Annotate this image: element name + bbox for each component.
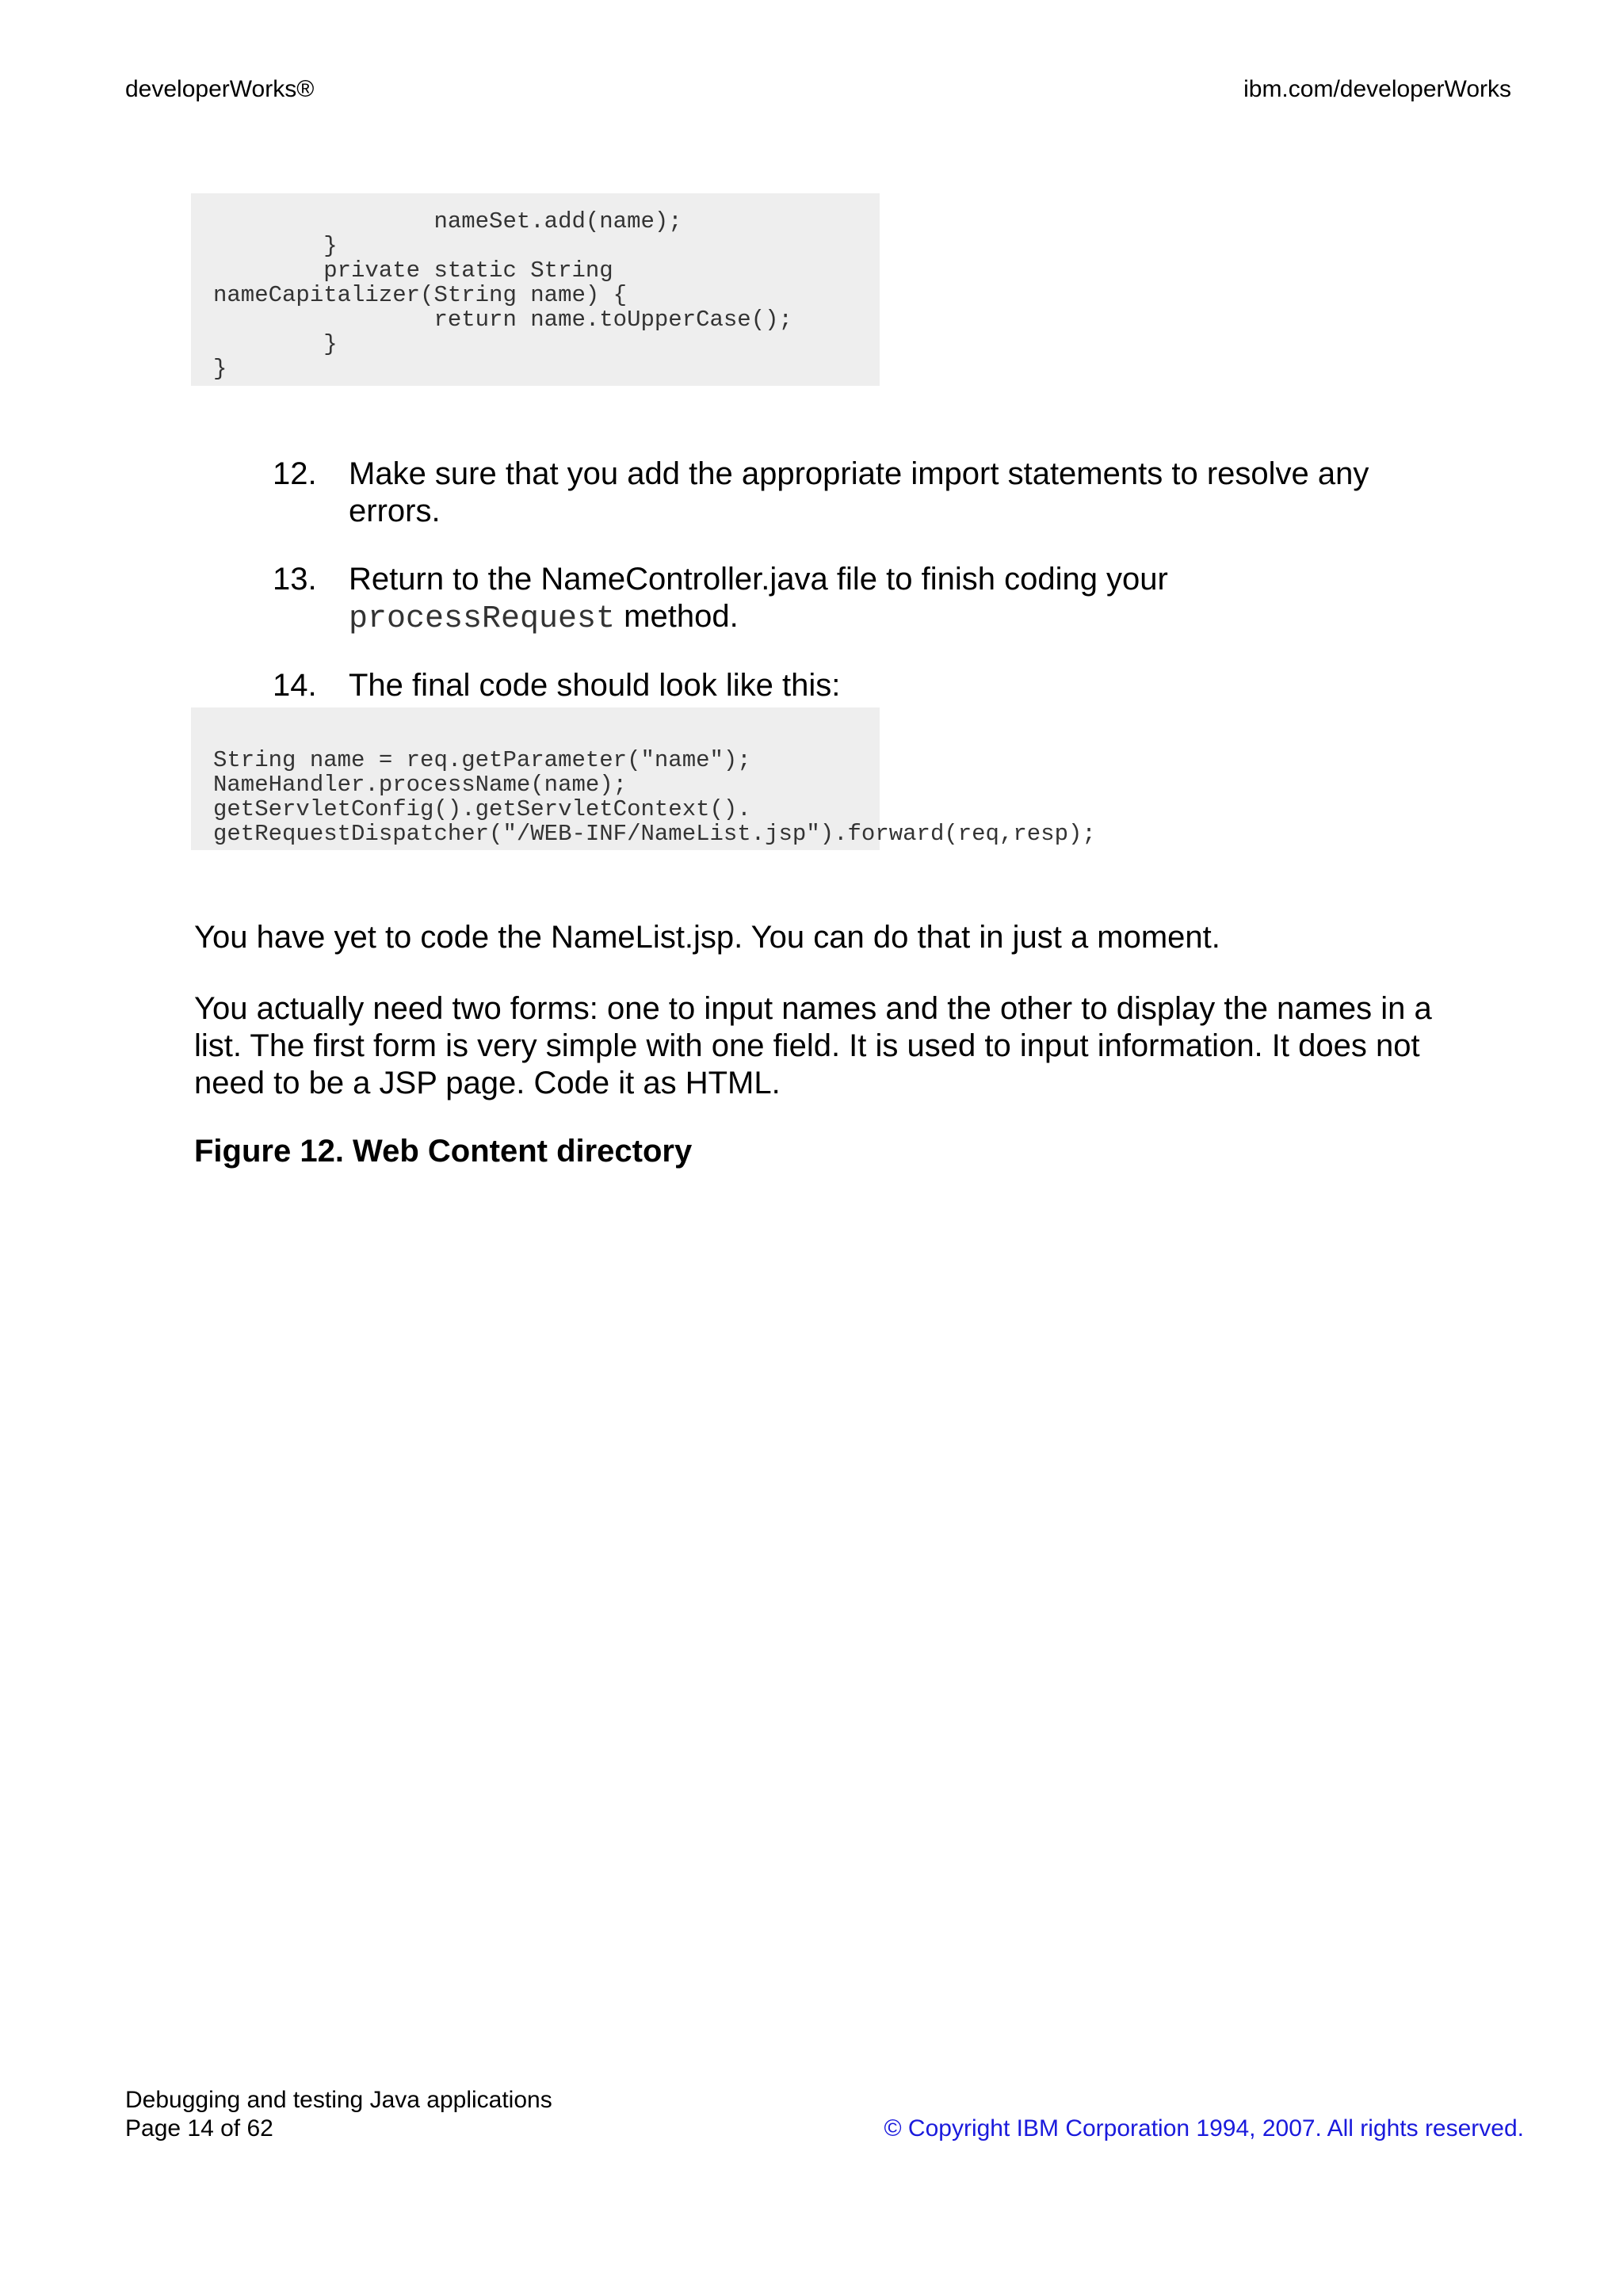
step-text: [349, 561, 1458, 638]
code-block-name-handler: nameSet.add(name); } private static String nameCapitalizer(String name) { return name.toUpperCase(); } }: [213, 208, 792, 382]
body-paragraph: You have yet to code the NameList.jsp. You can do that in just a moment.: [194, 920, 1220, 955]
step-text: Make sure that you add the appropriate import statements to resolve any errors.: [349, 456, 1369, 528]
body-paragraph: You actually need two forms: one to input names and the other to display the names in a list. The first form is very simple with one field. It is used to input information. It does not need to be a JSP page. Code it as HTML.: [194, 991, 1432, 1100]
footer-page-number: Page 14 of 62: [125, 2115, 273, 2142]
inline-code-process-request: processRequest: [349, 601, 616, 637]
footer-document-info: [125, 2086, 552, 2143]
step-text-after: method.: [615, 599, 739, 634]
step-number: 13.: [273, 562, 317, 597]
header-site-url: ibm.com/developerWorks: [1243, 76, 1511, 102]
step-text: The final code should look like this:: [349, 668, 841, 703]
footer-copyright-link[interactable]: © Copyright IBM Corporation 1994, 2007. All rights reserved.: [884, 2115, 1524, 2142]
step-number: 12.: [273, 456, 317, 491]
header-site-name: developerWorks®: [125, 76, 315, 102]
code-block-process-request: String name = req.getParameter("name"); NameHandler.processName(name); getServletConfig().getServletContext(). getRequestDispatcher("/WEB-INF/NameList.jsp").forward(req,resp);: [213, 747, 1096, 847]
figure-caption: Figure 12. Web Content directory: [194, 1134, 693, 1169]
footer-document-title: Debugging and testing Java applications: [125, 2087, 552, 2113]
step-number: 14.: [273, 668, 317, 703]
step-text-before: Return to the NameController.java file to finish coding your: [349, 562, 1168, 597]
